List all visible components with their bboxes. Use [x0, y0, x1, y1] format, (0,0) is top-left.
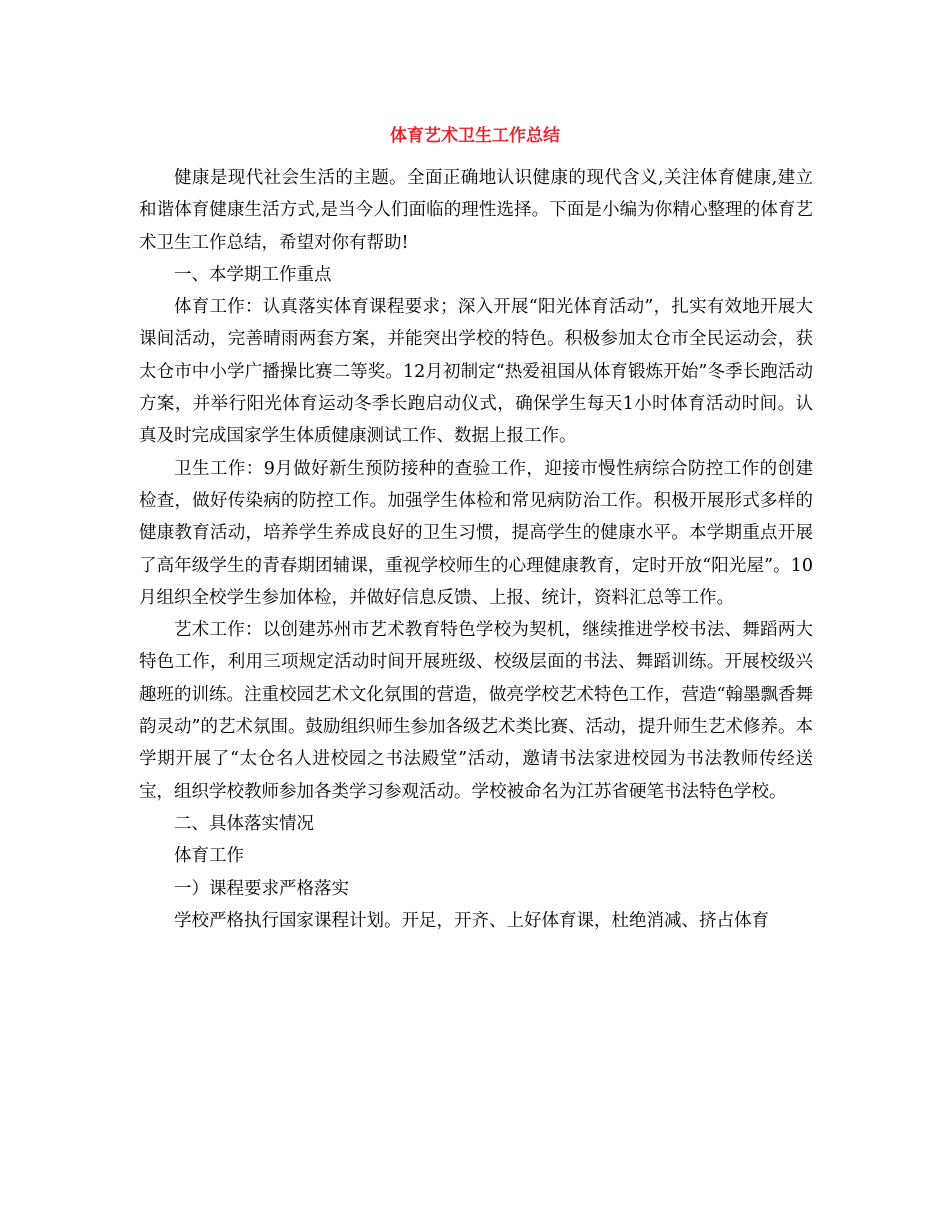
document-title: 体育艺术卫生工作总结 [390, 126, 560, 146]
intro-paragraph: 健康是现代社会生活的主题。全面正确地认识健康的现代含义,关注体育健康,建立和谐体育健康生活方式,是当今人们面临的理性选择。下面是小编为你精心整理的体育艺术卫生工作总结，希望对你有帮助! [139, 168, 813, 253]
paragraph-sports-work: 体育工作：认真落实体育课程要求；深入开展“阳光体育活动”，扎实有效地开展大课间活动，完善晴雨两套方案，并能突出学校的特色。积极参加太仓市全民运动会，获太仓市中小学广播操比赛二等奖。12月初制定“热爱祖国从体育锻炼开始”冬季长跑活动方案，并举行阳光体育运动冬季长跑启动仪式，确保学生每天1小时体育活动时间。认真及时完成国家学生体质健康测试工作、数据上报工作。 [139, 297, 813, 447]
paragraph-curriculum: 学校严格执行国家课程计划。开足，开齐、上好体育课，杜绝消减、挤占体育 [174, 910, 769, 931]
paragraph-health-work: 卫生工作：9月做好新生预防接种的查验工作，迎接市慢性病综合防控工作的创建检查，做好传染病的防控工作。加强学生体检和常见病防治工作。积极开展形式多样的健康教育活动，培养学生养成良好的卫生习惯，提高学生的健康水平。本学期重点开展了高年级学生的青春期团辅课，重视学校师生的心理健康教育，定时开放“阳光屋”。10月组织全校学生参加体检，并做好信息反馈、上报、统计，资料汇总等工作。 [139, 458, 813, 608]
section-heading-implementation: 二、具体落实情况 [174, 813, 314, 834]
subheading-sports: 体育工作 [174, 846, 244, 867]
document-body [139, 162, 813, 937]
paragraph-art-work: 艺术工作：以创建苏州市艺术教育特色学校为契机，继续推进学校书法、舞蹈两大特色工作，利用三项规定活动时间开展班级、校级层面的书法、舞蹈训练。开展校级兴趣班的训练。注重校园艺术文化氛围的营造，做亮学校艺术特色工作，营造“翰墨飘香舞韵灵动”的艺术氛围。鼓励组织师生参加各级艺术类比赛、活动，提升师生艺术修养。本学期开展了“太仓名人进校园之书法殿堂”活动，邀请书法家进校园为书法教师传经送宝，组织学校教师参加各类学习参观活动。学校被命名为江苏省硬笔书法特色学校。 [139, 620, 813, 802]
subheading-curriculum: 一）课程要求严格落实 [174, 878, 349, 899]
section-heading-key-work: 一、本学期工作重点 [174, 264, 332, 285]
